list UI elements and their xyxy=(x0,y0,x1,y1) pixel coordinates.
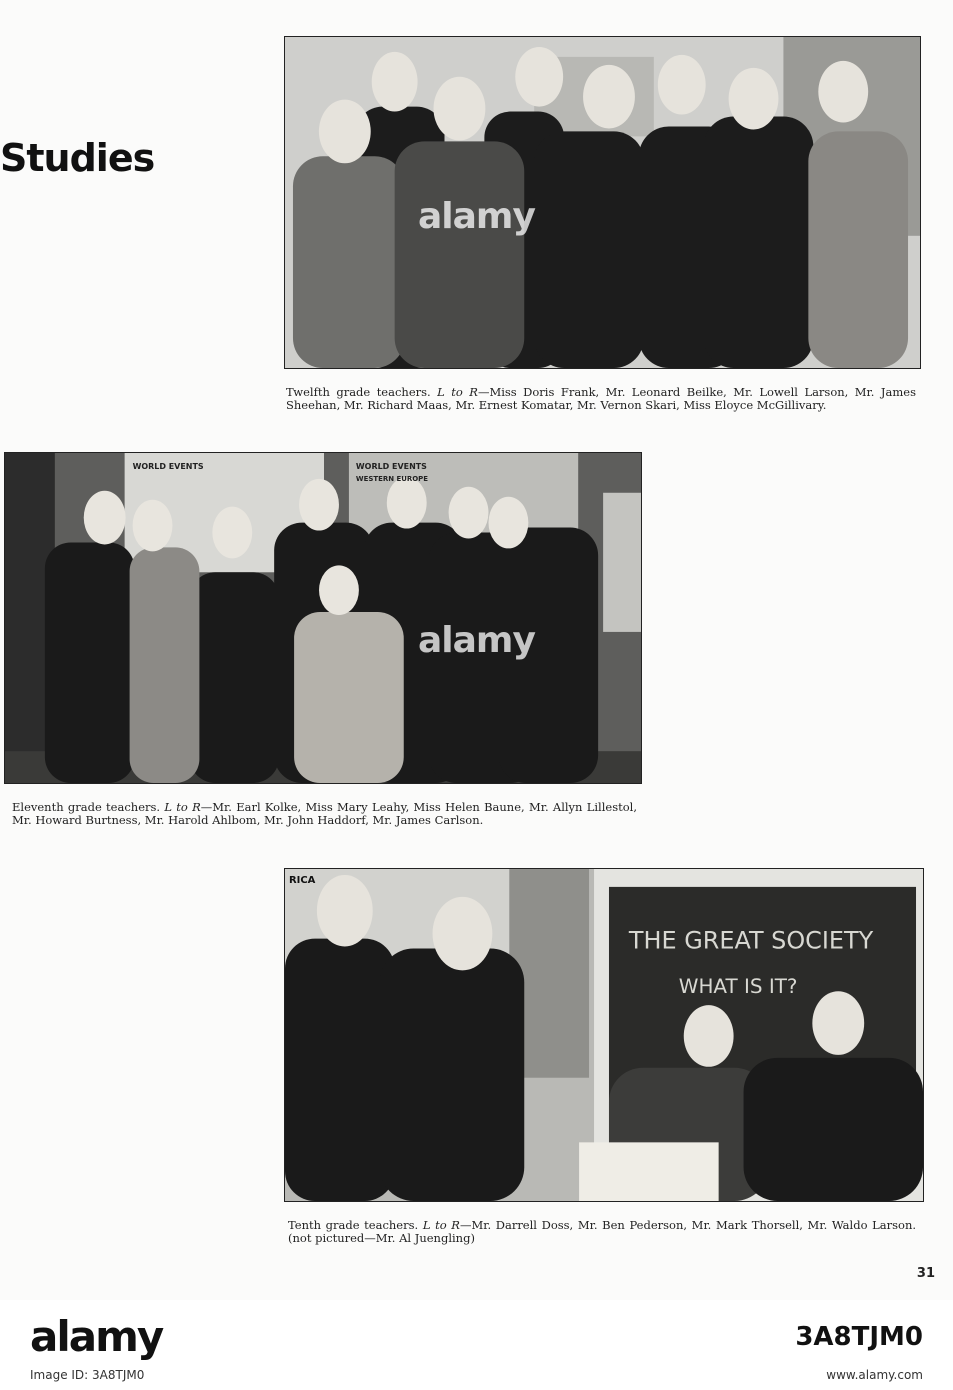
map-sublabel: WESTERN EUROPE xyxy=(355,474,429,483)
map-label-left: WORLD EVENTS xyxy=(132,461,204,471)
stock-footer xyxy=(0,1300,953,1390)
caption-lr: L to R xyxy=(437,385,478,399)
watermark-top: alamy xyxy=(418,196,535,237)
page-number: 31 xyxy=(916,1266,935,1281)
chalkboard-line-2: WHAT IS IT? xyxy=(678,975,798,999)
caption-lead: Twelfth grade teachers. xyxy=(286,385,431,399)
watermark-middle: alamy xyxy=(418,620,535,661)
photo-eleventh-grade xyxy=(4,452,642,784)
caption-lr: L to R xyxy=(164,800,201,814)
caption-eleventh-grade xyxy=(12,801,637,826)
chalkboard-line-1: THE GREAT SOCIETY xyxy=(628,926,874,955)
page-heading: Studies xyxy=(0,136,155,180)
photo-tenth-grade xyxy=(284,868,924,1202)
caption-names: —Miss Doris Frank, Mr. Leonard Beilke, Mr. Lowell Larson, Mr. James Sheehan, Mr. Richard Maas, Mr. Ernest Komatar, Mr. Vernon Skari, Miss Eloyce McGillivary. xyxy=(286,385,916,412)
caption-lead: Tenth grade teachers. xyxy=(288,1218,419,1232)
caption-lr: L to R xyxy=(422,1218,460,1232)
caption-names: —Mr. Darrell Doss, Mr. Ben Pederson, Mr. Mark Thorsell, Mr. Waldo Larson. (not pictured—Mr. Al Juengling) xyxy=(288,1218,917,1245)
alamy-logo: alamy xyxy=(30,1312,163,1361)
caption-lead: Eleventh grade teachers. xyxy=(12,800,161,814)
site-link[interactable]: www.alamy.com xyxy=(826,1368,923,1382)
map-label-right: WORLD EVENTS xyxy=(355,461,427,471)
image-id-label: Image ID: 3A8TJM0 xyxy=(30,1368,145,1382)
caption-tenth-grade xyxy=(288,1219,916,1244)
photo-twelfth-grade xyxy=(284,36,921,369)
image-code: 3A8TJM0 xyxy=(795,1322,923,1352)
poster-label: RICA xyxy=(288,874,316,886)
caption-twelfth-grade xyxy=(286,386,916,411)
caption-names: —Mr. Earl Kolke, Miss Mary Leahy, Miss Helen Baune, Mr. Allyn Lillestol, Mr. Howard Burtness, Mr. Harold Ahlbom, Mr. John Haddorf, Mr. James Carlson. xyxy=(12,800,637,827)
